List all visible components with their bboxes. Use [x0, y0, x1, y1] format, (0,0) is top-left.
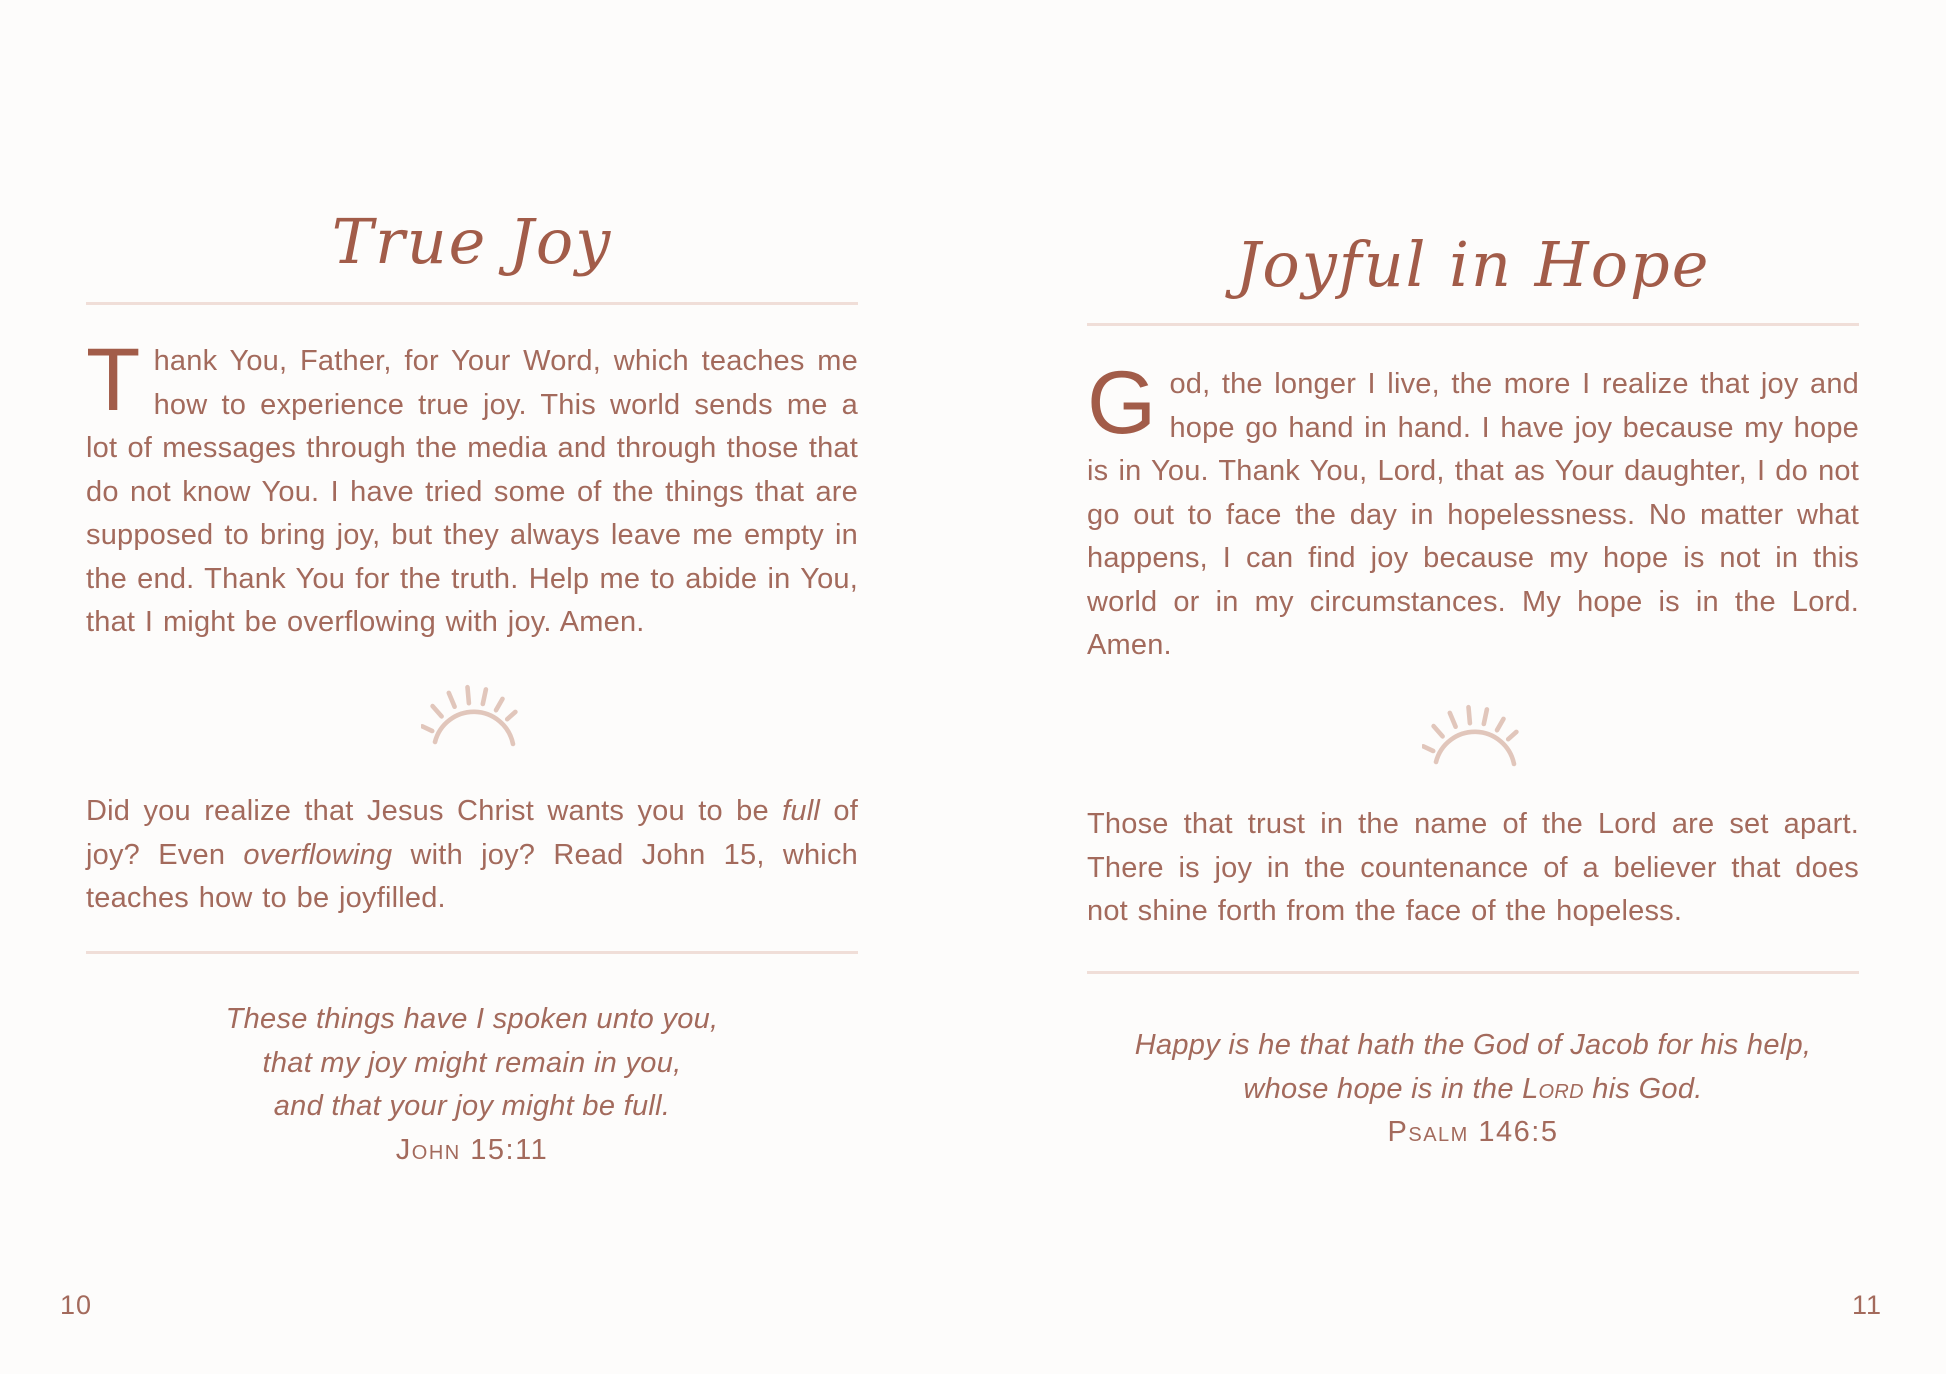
verse-line: Happy is he that hath the God of Jacob for his help, — [1134, 1029, 1812, 1061]
verse-line — [1087, 1068, 1859, 1112]
divider-rule — [86, 951, 858, 954]
verse-text: his God. — [1583, 1072, 1703, 1105]
reflection-emphasis: full — [782, 795, 821, 827]
divider-rule — [86, 302, 858, 305]
prayer-paragraph — [86, 329, 858, 645]
right-page — [1087, 0, 1859, 1374]
page-number-left: 10 — [60, 1290, 93, 1320]
verse-line: and that your joy might be full. — [273, 1090, 671, 1122]
divider-rule — [1087, 971, 1859, 974]
verse-text: whose hope is in the — [1243, 1072, 1523, 1105]
verse-reference: Psalm 146:5 — [1387, 1116, 1559, 1148]
verse-line: These things have I spoken unto you, — [225, 1003, 719, 1035]
rising-sun-icon — [1422, 704, 1523, 767]
prayer-text: hank You, Father, for Your Word, which teaches me how to experience true joy. This world sends me a lot of messages through the media and through those that do not know You. I have tried some of the things that are supposed to bring joy, but they always leave me empty in the end. Thank You for the truth. Help me to abide in You, that I might be overflowing with joy. Amen. — [86, 345, 858, 638]
reflection-text: with joy? Read John 15, which teaches how to be joyfilled. — [86, 838, 858, 914]
verse-lord-smallcaps: Lord — [1522, 1072, 1584, 1105]
rising-sun-icon — [421, 684, 522, 747]
verse-reference: John 15:11 — [395, 1133, 549, 1166]
reflection-text: of joy? Even — [86, 795, 858, 871]
drop-cap: T — [86, 329, 141, 429]
reflection-text: Did you realize that Jesus Christ wants you to be — [86, 795, 783, 827]
prayer-paragraph — [1087, 352, 1859, 668]
reflection-paragraph — [86, 790, 858, 921]
prayer-text: od, the longer I live, the more I realize that joy and hope go hand in hand. I have joy because my hope is in You. Thank You, Lord, that as Your daughter, I do not go out to face the day in hopelessness. No matter what happens, I can find joy because my hope is not in this world or in my circumstances. My hope is in the Lord. Amen. — [1087, 368, 1859, 661]
chapter-title-right: Joyful in Hope — [1235, 228, 1711, 301]
scripture-verse — [1087, 1024, 1859, 1155]
page-number-right: 11 — [1851, 1290, 1882, 1320]
reflection-emphasis: overflowing — [243, 838, 393, 871]
drop-cap: G — [1087, 352, 1157, 452]
scripture-verse — [86, 998, 858, 1172]
reflection-paragraph: Those that trust in the name of the Lord are set apart. There is joy in the countenance of a believer that does not shine forth from the face of the hopeless. — [1087, 808, 1859, 927]
left-page — [86, 0, 858, 1374]
chapter-title-left: True Joy — [331, 205, 613, 278]
verse-line: that my joy might remain in you, — [262, 1046, 682, 1079]
divider-rule — [1087, 323, 1859, 326]
